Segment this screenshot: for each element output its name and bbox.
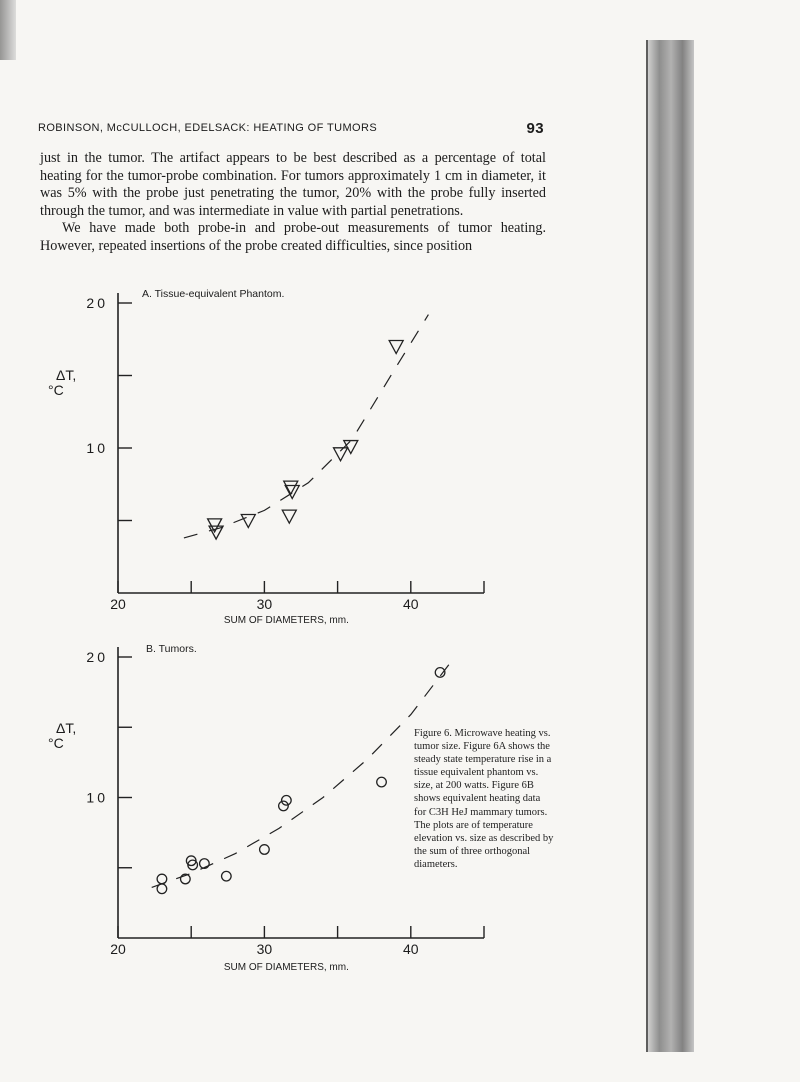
x-axis-label: SUM OF DIAMETERS, mm. xyxy=(223,615,349,626)
y-axis-label: ΔT, xyxy=(56,720,77,736)
x-tick-label: 40 xyxy=(403,596,419,612)
data-point xyxy=(157,874,167,884)
chart-title: A. Tissue-equivalent Phantom. xyxy=(142,288,285,300)
data-point xyxy=(377,777,387,787)
data-point xyxy=(241,515,255,528)
x-tick-label: 30 xyxy=(256,941,273,957)
data-point xyxy=(282,510,296,523)
data-point xyxy=(260,845,270,855)
x-tick-label: 40 xyxy=(403,941,419,957)
y-axis-label: ΔT, xyxy=(56,367,77,383)
data-point xyxy=(222,871,232,881)
y-tick-label: 10 xyxy=(86,789,108,806)
y-axis-label: °C xyxy=(48,735,64,751)
data-point xyxy=(389,341,403,354)
figure-caption: Figure 6. Microwave heating vs. tumor size. Figure 6A shows the steady state temperature rise in a tissue equivalent phantom vs. size, at 200 watts. Figure 6B shows equivalent heating data for C3H HeJ mammary tumors. The plots are of temperature elevation vs. size as described by the sum of three orthogonal diameters. xyxy=(414,728,554,870)
chart-title: B. Tumors. xyxy=(146,643,197,655)
y-tick-label: 20 xyxy=(86,295,108,311)
data-point xyxy=(279,801,289,811)
x-tick-label: 20 xyxy=(110,941,126,957)
y-tick-label: 20 xyxy=(86,649,108,665)
paragraph: just in the tumor. The artifact appears to be best described as a percentage of total heating for the tumor-probe combination. For tumors approximately 1 cm in diameter, it was 5% with the probe just penetrating the tumor, 20% with the probe fully inserted through the tumor, and was intermediate in value with partial penetrations. xyxy=(40,150,546,219)
fit-curve xyxy=(152,657,455,887)
y-tick-label: 10 xyxy=(86,440,108,456)
paragraph: We have made both probe-in and probe-out measurements of tumor heating. However, repeated insertions of the probe created difficulties, since position xyxy=(40,220,546,254)
x-tick-label: 20 xyxy=(110,596,126,612)
fit-curve xyxy=(184,315,429,538)
chart-panel-a xyxy=(118,293,484,593)
running-title: ROBINSON, McCULLOCH, EDELSACK: HEATING OF TUMORS xyxy=(38,122,378,134)
x-tick-label: 30 xyxy=(256,596,273,612)
y-axis-label: °C xyxy=(48,382,64,398)
x-axis-label: SUM OF DIAMETERS, mm. xyxy=(223,962,349,973)
data-point xyxy=(157,884,167,894)
page-number: 93 xyxy=(526,120,544,137)
data-point xyxy=(282,796,292,806)
data-point xyxy=(334,448,348,461)
